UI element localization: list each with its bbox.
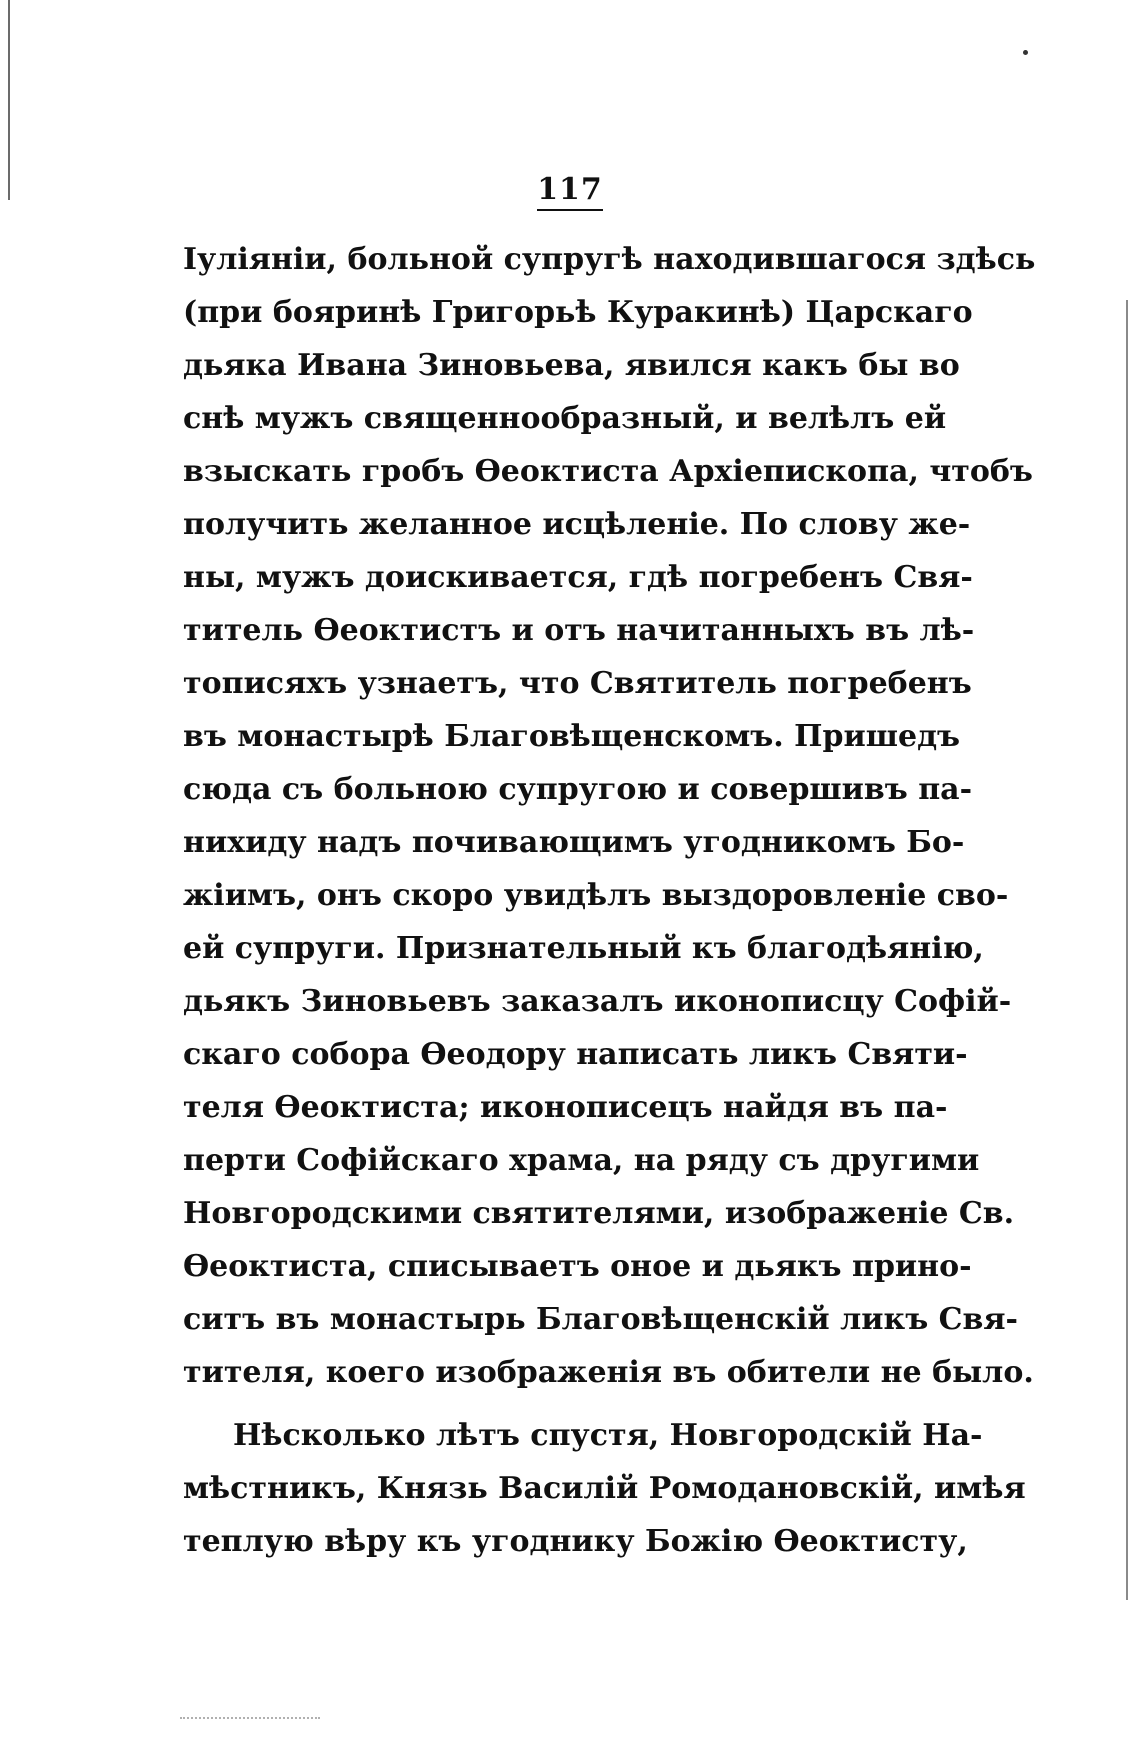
text-line: снѣ мужъ священнообразный, и велѣлъ ей: [183, 401, 947, 436]
text-line: перти Софійскаго храма, на ряду съ другими: [183, 1143, 980, 1178]
text-line: тописяхъ узнаетъ, что Святитель погребенъ: [183, 666, 972, 701]
text-line: получить желанное исцѣленіе. По слову же-: [183, 507, 971, 542]
text-line: ны, мужъ доискивается, гдѣ погребенъ Свя-: [183, 560, 973, 595]
text-line: дьякъ Зиновьевъ заказалъ иконописцу Софій-: [183, 984, 1012, 1019]
scan-footer-marks: [180, 1717, 320, 1721]
paragraph-gap: [183, 1399, 895, 1409]
text-line: скаго собора Ѳеодору написать ликъ Святи-: [183, 1037, 968, 1072]
scan-speck: [1023, 50, 1028, 55]
text-line: взыскать гробъ Ѳеоктиста Архіепископа, чтобъ: [183, 454, 1033, 489]
text-line: нихиду надъ почивающимъ угодникомъ Бо-: [183, 825, 965, 860]
text-line: титель Ѳеоктистъ и отъ начитанныхъ въ лѣ-: [183, 613, 975, 648]
text-line: ситъ въ монастырь Благовѣщенскій ликъ Свя-: [183, 1302, 1018, 1337]
paragraph-2: [183, 1409, 1026, 1568]
text-line: жіимъ, онъ скоро увидѣлъ выздоровленіе сво-: [183, 878, 1009, 913]
page-number-text: 117: [537, 172, 603, 211]
text-line: Іуліяніи, больной супругѣ находившагося здѣсь: [183, 242, 1036, 277]
paragraph-1: [183, 233, 1036, 1399]
text-line: въ монастырѣ Благовѣщенскомъ. Пришедъ: [183, 719, 961, 754]
text-line: сюда съ больною супругою и совершивъ па-: [183, 772, 973, 807]
text-line: теплую вѣру къ угоднику Божію Ѳеоктисту,: [183, 1524, 968, 1559]
text-line: тителя, коего изображенія въ обители не было.: [183, 1355, 1034, 1390]
text-line: Нѣсколько лѣтъ спустя, Новгородскій На-: [233, 1418, 983, 1453]
text-line: Новгородскими святителями, изображеніе Св.: [183, 1196, 1015, 1231]
text-line: (при бояринѣ Григорьѣ Куракинѣ) Царскаго: [183, 295, 973, 330]
body-text: [183, 233, 1036, 1568]
text-line: ей супруги. Признательный къ благодѣянію,: [183, 931, 984, 966]
scan-edge-right: [1126, 300, 1128, 1600]
text-line: мѣстникъ, Князь Василій Ромодановскій, имѣя: [183, 1471, 1026, 1506]
text-line: теля Ѳеоктиста; иконописецъ найдя въ па-: [183, 1090, 948, 1125]
page-number: [0, 172, 1140, 211]
scan-edge-left: [8, 0, 10, 200]
text-line: Ѳеоктиста, списываетъ оное и дьякъ прино-: [183, 1249, 972, 1284]
text-line: дьяка Ивана Зиновьева, явился какъ бы во: [183, 348, 960, 383]
